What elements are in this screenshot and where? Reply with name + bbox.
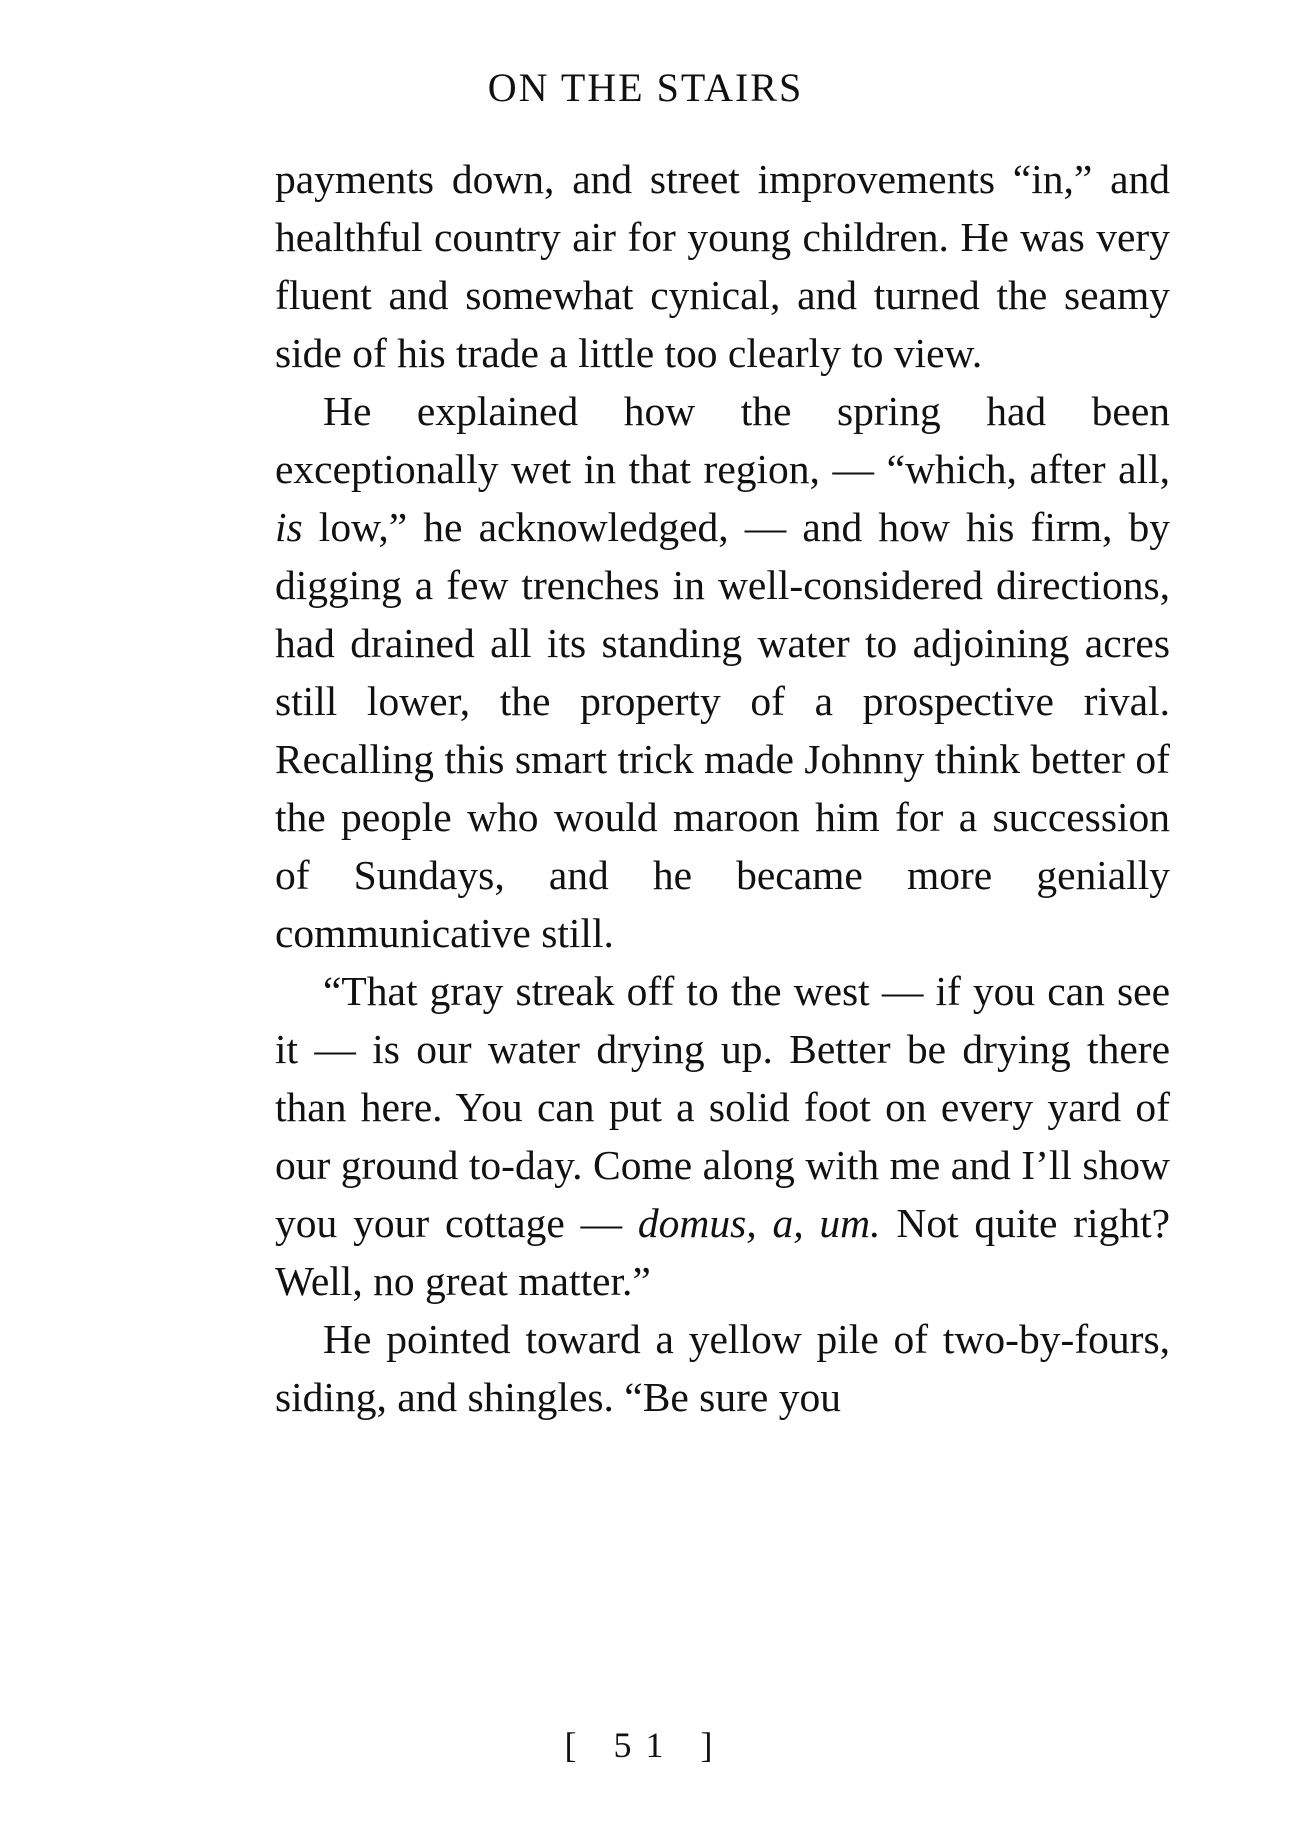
paragraph — [275, 1310, 1170, 1426]
italic-segment: domus, a, um. — [637, 1200, 881, 1246]
running-head: ON THE STAIRS — [487, 65, 804, 110]
body-text — [275, 150, 1170, 1426]
text-segment: He pointed toward a yellow pile of two-by-fours, siding, and shingles. “Be sure you — [275, 1316, 1170, 1420]
text-segment: “That gray streak off to the west — if you can see it — is our water drying up. Better be drying there than here. You can put a solid foot on every yard of our ground to-day. Come along with me and I’ll show you your cottage — — [275, 968, 1170, 1246]
paragraph — [275, 150, 1170, 382]
page-number: [ 51 ] — [564, 1725, 727, 1765]
text-segment: payments down, and street improvements “in,” and healthful country air for young children. He was very fluent and somewhat cynical, and turned the seamy side of his trade a little too clearly to view. — [275, 156, 1170, 376]
text-segment: Not quite right? Well, no great matter.” — [275, 1200, 1171, 1304]
text-segment: He explained how the spring had been exceptionally wet in that region, — “which, after all, — [275, 388, 1170, 492]
paragraph — [275, 962, 1170, 1310]
paragraph — [275, 382, 1170, 962]
italic-segment: is — [275, 504, 303, 550]
text-segment: low,” he acknowledged, — and how his firm, by digging a few trenches in well-considered directions, had drained all its standing water to adjoining acres still lower, the property of a prospective rival. Recalling this smart trick made Johnny think better of the people who would maroon him for a succession of Sundays, and he became more genially communicative still. — [275, 504, 1170, 956]
